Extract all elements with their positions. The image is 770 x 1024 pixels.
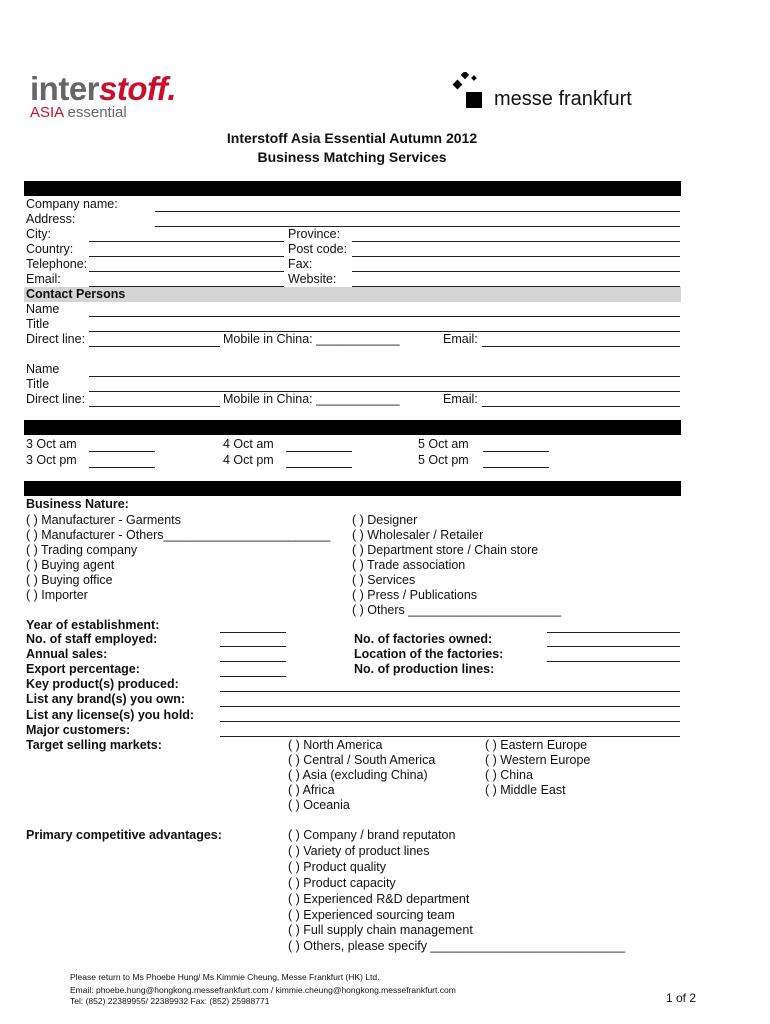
website-label: Website: (288, 272, 337, 286)
oct3-am-label: 3 Oct am (26, 437, 77, 451)
production-lines-label: No. of production lines: (354, 662, 495, 676)
contact2-email-field[interactable] (482, 406, 680, 407)
contact2-name-label: Name (26, 362, 60, 376)
city-label: City: (26, 227, 51, 241)
licenses-label: List any license(s) you hold: (26, 708, 195, 722)
contact2-email-label: Email: (443, 392, 478, 406)
option-designer[interactable]: ( ) Designer (352, 513, 418, 527)
option-manufacturer-garments[interactable]: ( ) Manufacturer - Garments (26, 513, 181, 527)
factories-field[interactable] (547, 632, 680, 633)
market-central-south-america[interactable]: ( ) Central / South America (288, 753, 436, 767)
section-bar-company (24, 181, 681, 196)
section-bar-schedule (24, 420, 681, 435)
oct5-am-label: 5 Oct am (418, 437, 469, 451)
messe-frankfurt-mark-icon (452, 72, 486, 110)
sales-label: Annual sales: (26, 647, 108, 661)
contact1-name-label: Name (26, 302, 60, 316)
country-field[interactable] (89, 256, 284, 257)
province-field[interactable] (352, 241, 680, 242)
option-importer[interactable]: ( ) Importer (26, 588, 88, 602)
export-field[interactable] (220, 676, 286, 677)
oct5-am-field[interactable] (483, 451, 549, 452)
option-others[interactable]: ( ) Others ______________________ (352, 603, 562, 617)
brands-field[interactable] (220, 706, 680, 707)
licenses-field[interactable] (220, 721, 680, 722)
contact2-name-field[interactable] (89, 376, 680, 377)
address-label: Address: (26, 212, 76, 226)
oct4-am-field[interactable] (286, 451, 352, 452)
footer-tel-line: Tel: (852) 22389955/ 22389932 Fax: (852) 25988771 (70, 996, 270, 1006)
telephone-label: Telephone: (26, 257, 88, 271)
country-label: Country: (26, 242, 74, 256)
option-buying-office[interactable]: ( ) Buying office (26, 573, 113, 587)
contact1-mobile-label[interactable]: Mobile in China: ____________ (223, 332, 400, 346)
postcode-label: Post code: (288, 242, 348, 256)
telephone-field[interactable] (89, 271, 284, 272)
customers-field[interactable] (220, 736, 680, 737)
contact1-email-label: Email: (443, 332, 478, 346)
market-eastern-europe[interactable]: ( ) Eastern Europe (485, 738, 588, 752)
oct3-pm-label: 3 Oct pm (26, 453, 77, 467)
company-name-label: Company name: (26, 197, 118, 211)
contact1-direct-label: Direct line: (26, 332, 86, 346)
option-buying-agent[interactable]: ( ) Buying agent (26, 558, 115, 572)
city-field[interactable] (89, 241, 284, 242)
option-services[interactable]: ( ) Services (352, 573, 416, 587)
staff-field[interactable] (220, 646, 286, 647)
advantage-others[interactable]: ( ) Others, please specify ____________________________ (288, 939, 626, 953)
page-subtitle: Business Matching Services (257, 149, 447, 165)
market-africa[interactable]: ( ) Africa (288, 783, 335, 797)
option-department-store[interactable]: ( ) Department store / Chain store (352, 543, 539, 557)
advantage-brand-reputation[interactable]: ( ) Company / brand reputaton (288, 828, 456, 842)
option-trading-company[interactable]: ( ) Trading company (26, 543, 138, 557)
oct4-am-label: 4 Oct am (223, 437, 274, 451)
sales-field[interactable] (220, 661, 286, 662)
advantage-supply-chain[interactable]: ( ) Full supply chain management (288, 923, 473, 937)
advantage-product-capacity[interactable]: ( ) Product capacity (288, 876, 396, 890)
page-title: Interstoff Asia Essential Autumn 2012 (226, 130, 478, 146)
year-label: Year of establishment: (26, 618, 160, 632)
fax-field[interactable] (352, 271, 680, 272)
products-label: Key product(s) produced: (26, 677, 179, 691)
market-oceania[interactable]: ( ) Oceania (288, 798, 350, 812)
contact2-direct-label: Direct line: (26, 392, 86, 406)
option-trade-association[interactable]: ( ) Trade association (352, 558, 466, 572)
oct5-pm-field[interactable] (483, 467, 549, 468)
market-middle-east[interactable]: ( ) Middle East (485, 783, 566, 797)
customers-label: Major customers: (26, 723, 131, 737)
address-field[interactable] (155, 226, 680, 227)
business-nature-label: Business Nature: (26, 497, 129, 511)
contact1-name-field[interactable] (89, 316, 680, 317)
oct3-am-field[interactable] (89, 451, 155, 452)
contact1-direct-field[interactable] (89, 346, 220, 347)
fax-label: Fax: (288, 257, 313, 271)
company-name-field[interactable] (155, 211, 680, 212)
location-field-2[interactable] (547, 661, 680, 662)
province-label: Province: (288, 227, 341, 241)
advantage-sourcing-team[interactable]: ( ) Experienced sourcing team (288, 908, 455, 922)
market-north-america[interactable]: ( ) North America (288, 738, 383, 752)
oct4-pm-label: 4 Oct pm (223, 453, 274, 467)
contact2-direct-field[interactable] (89, 406, 220, 407)
oct4-pm-field[interactable] (286, 467, 352, 468)
option-wholesaler-retailer[interactable]: ( ) Wholesaler / Retailer (352, 528, 484, 542)
location-label: Location of the factories: (354, 647, 504, 661)
option-manufacturer-others[interactable]: ( ) Manufacturer - Others________________________ (26, 528, 331, 542)
footer-email-line: Email: phoebe.hung@hongkong.messefrankfurt.com / kimmie.cheung@hongkong.messefrankfurt.com (70, 985, 456, 995)
year-field[interactable] (220, 632, 286, 633)
oct3-pm-field[interactable] (89, 467, 155, 468)
market-china[interactable]: ( ) China (485, 768, 533, 782)
contact2-mobile-label[interactable]: Mobile in China: ____________ (223, 392, 400, 406)
advantage-product-quality[interactable]: ( ) Product quality (288, 860, 386, 874)
footer-return-line: Please return to Ms Phoebe Hung/ Ms Kimmie Cheung, Messe Frankfurt (HK) Ltd. (70, 972, 380, 982)
postcode-field[interactable] (352, 256, 680, 257)
email-label: Email: (26, 272, 61, 286)
interstoff-logo: interstoff. ASIA essential (30, 70, 177, 121)
location-field[interactable] (547, 646, 680, 647)
advantages-label: Primary competitive advantages: (26, 828, 222, 842)
export-label: Export percentage: (26, 662, 140, 676)
advantage-product-variety[interactable]: ( ) Variety of product lines (288, 844, 430, 858)
section-bar-business (24, 481, 681, 496)
contact1-title-label: Title (26, 317, 50, 331)
contact1-email-field[interactable] (482, 346, 680, 347)
markets-label: Target selling markets: (26, 738, 162, 752)
products-field[interactable] (220, 691, 680, 692)
page-number: 1 of 2 (666, 991, 697, 1005)
contact2-title-label: Title (26, 377, 50, 391)
market-asia[interactable]: ( ) Asia (excluding China) (288, 768, 428, 782)
advantage-rnd[interactable]: ( ) Experienced R&D department (288, 892, 470, 906)
brands-label: List any brand(s) you own: (26, 692, 186, 706)
option-press-publications[interactable]: ( ) Press / Publications (352, 588, 478, 602)
market-western-europe[interactable]: ( ) Western Europe (485, 753, 591, 767)
contact-persons-heading: Contact Persons (26, 287, 126, 301)
oct5-pm-label: 5 Oct pm (418, 453, 469, 467)
factories-label: No. of factories owned: (354, 632, 493, 646)
staff-label: No. of staff employed: (26, 632, 158, 646)
